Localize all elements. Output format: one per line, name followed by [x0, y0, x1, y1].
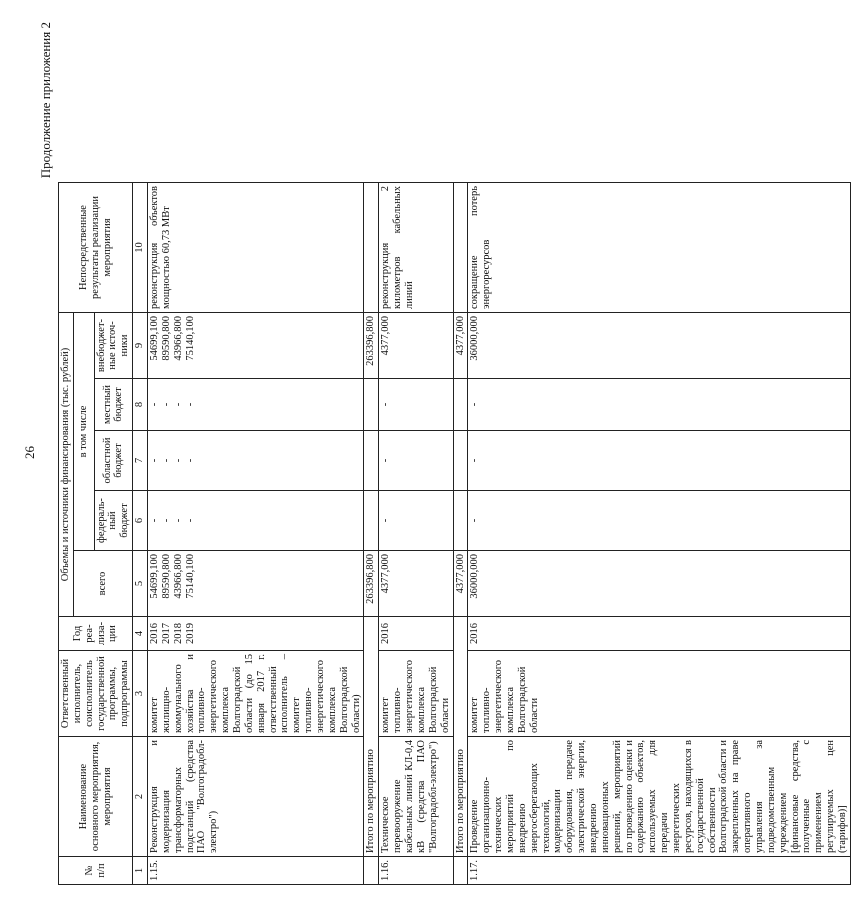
header-finance: Объемы и источники финансирования (тыс. рублей) — [59, 313, 74, 617]
table-row — [468, 183, 851, 885]
row-result: реконструкция объектов мощностью 60,73 МВт — [148, 183, 364, 313]
total-row — [453, 183, 468, 885]
regional-value: - — [172, 458, 184, 463]
federal-value: - — [149, 518, 161, 523]
table-row — [379, 183, 453, 885]
row-number: 1.15. — [148, 857, 364, 885]
total-sum: 263396,800 — [364, 551, 379, 617]
page-number: 26 — [22, 446, 37, 459]
row-years: 2016 — [379, 617, 453, 651]
total-row — [364, 183, 379, 885]
header-federal: федераль-ный бюджет — [94, 491, 133, 551]
row-responsible: комитет жилищно-коммунального хозяйства и топливно-энергетического комплекса Волгоградской области (до 15 января 2017 г. ответственный исполнитель – комитет топливно-энергетического комплекса Волгоградской области) — [148, 651, 364, 737]
total-label: Итого по мероприятию — [453, 617, 468, 857]
row-responsible: комитет топливно-энергетического комплекса Волгоградской области — [468, 651, 851, 737]
extrabudget-value: 75140,100 — [184, 316, 196, 361]
row-result: сокращение потерь энергоресурсов — [468, 183, 851, 313]
col-number: 5 — [133, 551, 148, 617]
row-extrabudget: 36000,000 — [468, 313, 851, 379]
header-extrabudget: внебюджет-ные источ-ники — [94, 313, 133, 379]
row-total: 36000,000 — [468, 551, 851, 617]
continuation-caption: Продолжение приложения 2 — [38, 22, 53, 179]
program-table — [58, 182, 851, 885]
row-extrabudget: 4377,000 — [379, 313, 453, 379]
federal-value: - — [160, 518, 172, 523]
row-total — [148, 551, 364, 617]
extrabudget-value: 54699,100 — [149, 316, 161, 361]
total-sum: 4377,000 — [453, 551, 468, 617]
year-value: 2019 — [184, 623, 196, 644]
row-regional: - — [379, 431, 453, 491]
col-number: 2 — [133, 737, 148, 857]
total-value: 75140,100 — [184, 554, 196, 599]
header-total: всего — [73, 551, 132, 617]
col-number: 6 — [133, 491, 148, 551]
header-including: в том числе — [73, 313, 94, 551]
row-federal — [148, 491, 364, 551]
regional-value: - — [184, 458, 196, 463]
col-number: 1 — [133, 857, 148, 885]
row-name: Реконструкция и модернизация трансформаторных подстанций (средства ПАО "Волгоградобл-электро") — [148, 737, 364, 857]
header-local: местный бюджет — [94, 379, 133, 431]
row-federal: - — [379, 491, 453, 551]
year-value: 2017 — [160, 623, 172, 644]
row-regional — [148, 431, 364, 491]
table-row — [148, 183, 364, 885]
federal-value: - — [184, 518, 196, 523]
year-value: 2018 — [172, 623, 184, 644]
extrabudget-value: 43966,800 — [172, 316, 184, 361]
row-total: 4377,000 — [379, 551, 453, 617]
local-value: - — [149, 402, 161, 407]
row-federal: - — [468, 491, 851, 551]
regional-value: - — [149, 458, 161, 463]
row-local — [148, 379, 364, 431]
col-number: 8 — [133, 379, 148, 431]
year-value: 2016 — [149, 623, 161, 644]
row-number: 1.16. — [379, 857, 453, 885]
row-years — [148, 617, 364, 651]
local-value: - — [184, 402, 196, 407]
row-extrabudget — [148, 313, 364, 379]
regional-value: - — [160, 458, 172, 463]
header-result: Непосредственные результаты реализации мероприятия — [59, 183, 133, 313]
header-responsible: Ответственный исполнитель, соисполнитель государственной программы, подпрограммы — [59, 651, 133, 737]
row-name: Техническое перевооружение кабельных линий КЛ-0,4 кВ (средства ПАО "Волгоградобл-электро") — [379, 737, 453, 857]
row-local: - — [468, 379, 851, 431]
federal-value: - — [172, 518, 184, 523]
total-label: Итого по мероприятию — [364, 617, 379, 857]
col-number: 7 — [133, 431, 148, 491]
header-num: № п/п — [59, 857, 133, 885]
header-name: Наименование основного мероприятия, мероприятия — [59, 737, 133, 857]
row-local: - — [379, 379, 453, 431]
col-number: 9 — [133, 313, 148, 379]
extrabudget-value: 89590,800 — [160, 316, 172, 361]
row-result: реконструкция 2 километров кабельных линий — [379, 183, 453, 313]
total-value: 54699,100 — [149, 554, 161, 599]
row-responsible: комитет топливно-энергетического комплекса Волгоградской области — [379, 651, 453, 737]
total-extrabudget: 263396,800 — [364, 313, 379, 379]
total-value: 89590,800 — [160, 554, 172, 599]
local-value: - — [172, 402, 184, 407]
row-years: 2016 — [468, 617, 851, 651]
local-value: - — [160, 402, 172, 407]
row-regional: - — [468, 431, 851, 491]
row-name: Проведение организационно-технических мероприятий по внедрению энергосберегающих технологий, модернизации оборудования, передаче электрической энергии, внедрению инновационных решений, мероприятий по проведению оценки и содержанию объектов, используемых для передачи энергетических ресурсов, находящихся в государственной собственности Волгоградской области и закрепленных на праве оперативного управления за подведомственным учреждением [финансовые средства, полученные с применением регулируемых цен (тарифов)] — [468, 737, 851, 857]
col-number: 10 — [133, 183, 148, 313]
col-number: 3 — [133, 651, 148, 737]
row-number: 1.17. — [468, 857, 851, 885]
header-regional: областной бюджет — [94, 431, 133, 491]
total-extrabudget: 4377,000 — [453, 313, 468, 379]
total-value: 43966,800 — [172, 554, 184, 599]
col-number: 4 — [133, 617, 148, 651]
header-year: Год реа-лиза-ции — [59, 617, 133, 651]
